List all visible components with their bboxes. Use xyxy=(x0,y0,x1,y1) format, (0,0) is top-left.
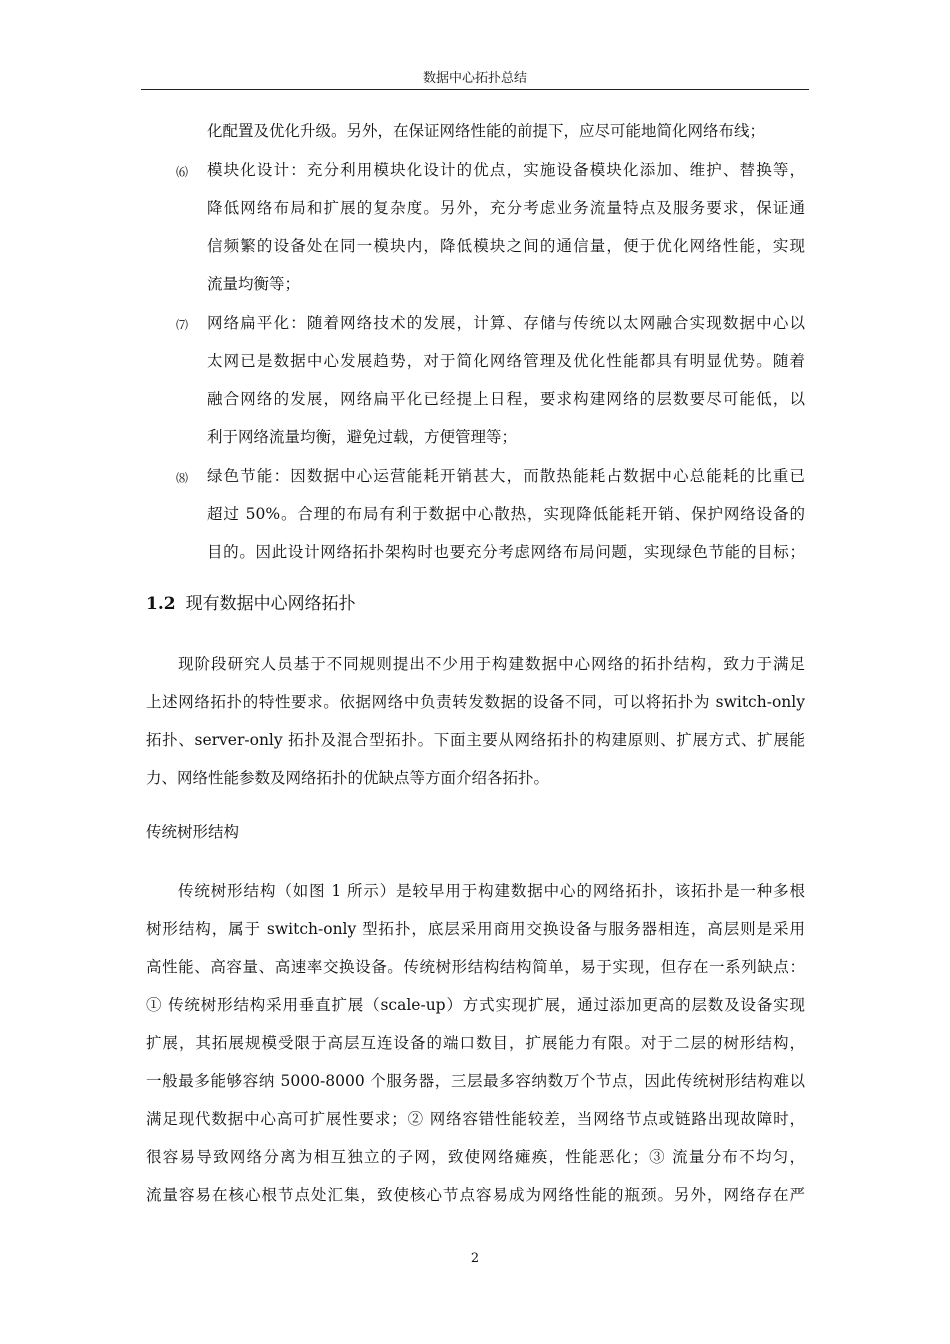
section-title: 现有数据中心网络拓扑 xyxy=(185,594,356,614)
list-item-line: 流量均衡等； xyxy=(207,275,301,293)
paragraph-line: 扩展，其拓展规模受限于高层互连设备的端口数目，扩展能力有限。对于二层的树形结构， xyxy=(146,1034,805,1052)
list-item-line: 网络扁平化：随着网络技术的发展，计算、存储与传统以太网融合实现数据中心以 xyxy=(207,314,805,332)
paragraph-line: 树形结构，属于 switch-only 型拓扑，底层采用商用交换设备与服务器相连，高层则是采用 xyxy=(146,920,805,938)
list-item-line: 利于网络流量均衡，避免过载，方便管理等； xyxy=(207,428,518,446)
paragraph-line: 一般最多能够容纳 5000-8000 个服务器，三层最多容纳数万个节点，因此传统树形结构难以 xyxy=(146,1072,805,1090)
paragraph-line: 上述网络拓扑的特性要求。依据网络中负责转发数据的设备不同，可以将拓扑为 switch-only xyxy=(146,693,805,711)
list-item-line: 信频繁的设备处在同一模块内，降低模块之间的通信量，便于优化网络性能，实现 xyxy=(207,237,805,255)
list-item-number: ⑻ xyxy=(176,471,189,485)
paragraph-line: 满足现代数据中心高可扩展性要求；② 网络容错性能较差，当网络节点或链路出现故障时， xyxy=(146,1110,805,1128)
section-number: 1.2 xyxy=(146,594,176,614)
paragraph-line: 现阶段研究人员基于不同规则提出不少用于构建数据中心网络的拓扑结构，致力于满足 xyxy=(178,655,805,673)
list-item-line: 绿色节能：因数据中心运营能耗开销甚大，而散热能耗占数据中心总能耗的比重已 xyxy=(207,467,805,485)
running-header: 数据中心拓扑总结 xyxy=(422,71,527,86)
header-rule xyxy=(141,89,809,90)
list-item-number: ⑹ xyxy=(176,165,189,179)
list-item-line: 太网已是数据中心发展趋势，对于简化网络管理及优化性能都具有明显优势。随着 xyxy=(207,352,805,370)
list-item-line: 融合网络的发展，网络扁平化已经提上日程，要求构建网络的层数要尽可能低，以 xyxy=(207,390,805,408)
list-item-line: 超过 50%。合理的布局有利于数据中心散热，实现降低能耗开销、保护网络设备的 xyxy=(207,505,805,523)
paragraph-line: 高性能、高容量、高速率交换设备。传统树形结构结构简单，易于实现，但存在一系列缺点： xyxy=(146,958,805,976)
list-item-line: 目的。因此设计网络拓扑架构时也要充分考虑网络布局问题，实现绿色节能的目标； xyxy=(207,543,805,561)
list-continuation: 化配置及优化升级。另外，在保证网络性能的前提下，应尽可能地简化网络布线； xyxy=(207,122,766,140)
paragraph-line: ① 传统树形结构采用垂直扩展（scale-up）方式实现扩展，通过添加更高的层数及设备实现 xyxy=(146,996,805,1014)
page-number: 2 xyxy=(470,1251,480,1266)
list-item-number: ⑺ xyxy=(176,318,189,332)
paragraph-line: 拓扑、server-only 拓扑及混合型拓扑。下面主要从网络拓扑的构建原则、扩展方式、扩展能 xyxy=(146,731,805,749)
paragraph-line: 很容易导致网络分离为相互独立的子网，致使网络瘫痪，性能恶化；③ 流量分布不均匀， xyxy=(146,1148,805,1166)
paragraph-line: 流量容易在核心根节点处汇集，致使核心节点容易成为网络性能的瓶颈。另外，网络存在严 xyxy=(146,1186,805,1204)
subheading: 传统树形结构 xyxy=(146,823,240,841)
section-heading xyxy=(146,592,356,616)
list-item-line: 降低网络布局和扩展的复杂度。另外，充分考虑业务流量特点及服务要求，保证通 xyxy=(207,199,805,217)
paragraph-line: 传统树形结构（如图 1 所示）是较早用于构建数据中心的网络拓扑，该拓扑是一种多根 xyxy=(178,882,805,900)
list-item-line: 模块化设计：充分利用模块化设计的优点，实施设备模块化添加、维护、替换等， xyxy=(207,161,805,179)
paragraph-line: 力、网络性能参数及网络拓扑的优缺点等方面介绍各拓扑。 xyxy=(146,769,550,787)
